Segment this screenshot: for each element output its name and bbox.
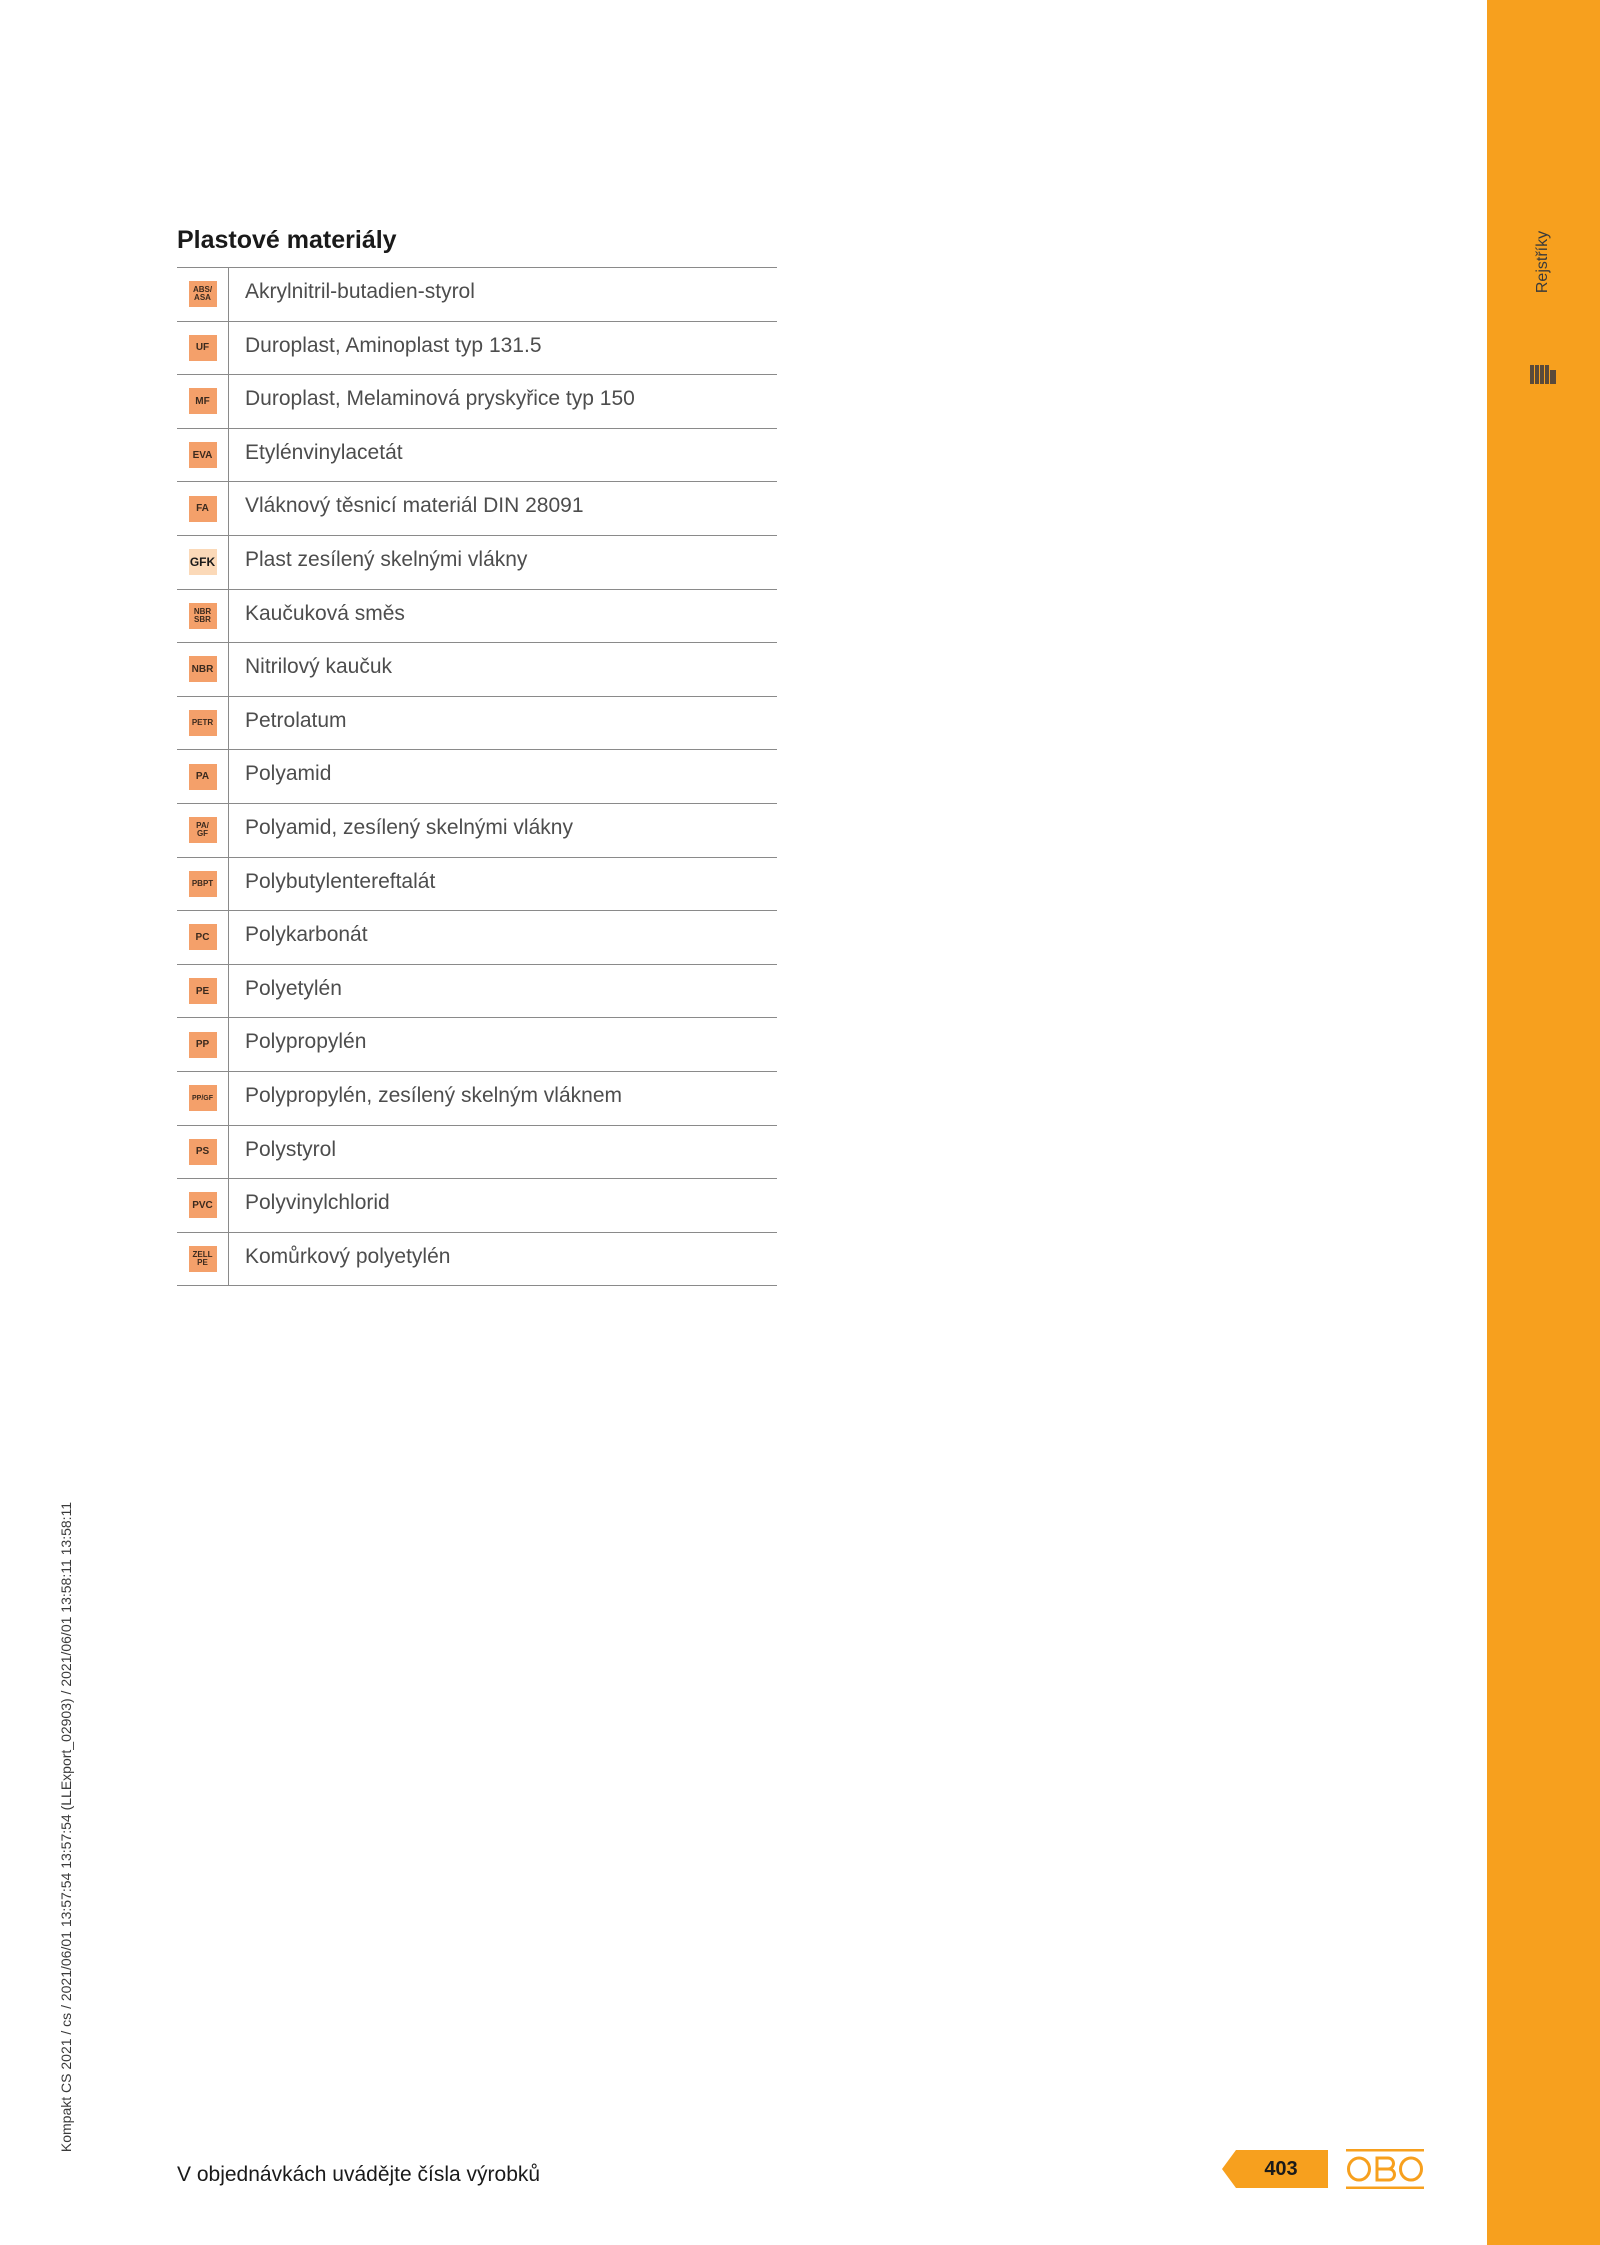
material-name: Duroplast, Melaminová pryskyřice typ 150 xyxy=(245,387,635,411)
material-code-badge: PETR xyxy=(189,710,217,736)
material-code-cell xyxy=(177,911,229,964)
material-row xyxy=(177,322,777,376)
material-row xyxy=(177,268,777,322)
material-code-badge: GFK xyxy=(189,549,217,575)
material-row xyxy=(177,697,777,751)
material-code-cell xyxy=(177,268,229,321)
material-row xyxy=(177,1233,777,1287)
material-code-badge: ZELL PE xyxy=(189,1246,217,1272)
print-metadata: Kompakt CS 2021 / cs / 2021/06/01 13:57:54 13:57:54 (LLExport_02903) / 2021/06/01 13:58:11 13:58:11 xyxy=(58,1501,74,2153)
order-note: V objednávkách uvádějte čísla výrobků xyxy=(177,2163,541,2186)
material-name: Polyamid xyxy=(245,762,332,786)
material-code-cell xyxy=(177,1179,229,1232)
material-code-cell xyxy=(177,1018,229,1071)
obo-logo xyxy=(1346,2149,1424,2189)
material-code-badge: PP/GF xyxy=(189,1085,217,1111)
material-code-badge: FA xyxy=(189,496,217,522)
material-code-badge: NBR xyxy=(189,656,217,682)
material-name: Komůrkový polyetylén xyxy=(245,1244,451,1268)
material-name: Polybutylentereftalát xyxy=(245,869,436,893)
material-code-cell xyxy=(177,1233,229,1286)
material-name: Petrolatum xyxy=(245,708,347,732)
material-name: Polyvinylchlorid xyxy=(245,1191,390,1215)
material-code-badge: NBR SBR xyxy=(189,603,217,629)
material-row xyxy=(177,965,777,1019)
material-code-cell xyxy=(177,536,229,589)
material-code-badge: PE xyxy=(189,978,217,1004)
material-row xyxy=(177,429,777,483)
page-number-tab xyxy=(1222,2150,1328,2188)
material-name: Duroplast, Aminoplast typ 131.5 xyxy=(245,333,542,357)
page-number: 403 xyxy=(1264,2157,1298,2180)
material-code-cell xyxy=(177,429,229,482)
material-name: Nitrilový kaučuk xyxy=(245,655,393,679)
material-name: Polyamid, zesílený skelnými vlákny xyxy=(245,815,573,839)
material-code-cell xyxy=(177,482,229,535)
material-row xyxy=(177,911,777,965)
material-code-badge: PA/ GF xyxy=(189,817,217,843)
material-row xyxy=(177,804,777,858)
material-row xyxy=(177,375,777,429)
material-code-cell xyxy=(177,858,229,911)
material-code-cell xyxy=(177,375,229,428)
material-code-cell xyxy=(177,590,229,643)
sidebar-section-label[interactable]: Rejstříky xyxy=(1534,230,1551,294)
index-icon xyxy=(1530,362,1556,384)
material-name: Polypropylén, zesílený skelným vláknem xyxy=(245,1083,622,1107)
material-code-badge: PVC xyxy=(189,1192,217,1218)
material-name: Akrylnitril-butadien-styrol xyxy=(245,280,475,303)
material-code-badge: PS xyxy=(189,1139,217,1165)
material-code-cell xyxy=(177,643,229,696)
material-code-badge: ABS/ ASA xyxy=(189,281,217,307)
material-row xyxy=(177,590,777,644)
material-row xyxy=(177,643,777,697)
material-name: Polyetylén xyxy=(245,976,342,1000)
materials-table xyxy=(177,267,777,1286)
material-row xyxy=(177,482,777,536)
material-row xyxy=(177,1126,777,1180)
material-code-badge: PP xyxy=(189,1032,217,1058)
material-code-cell xyxy=(177,1072,229,1125)
material-code-badge: PBPT xyxy=(189,871,217,897)
material-name: Plast zesílený skelnými vlákny xyxy=(245,547,528,571)
material-row xyxy=(177,750,777,804)
material-code-badge: PA xyxy=(189,764,217,790)
material-code-cell xyxy=(177,322,229,375)
material-code-badge: PC xyxy=(189,924,217,950)
material-name: Kaučuková směs xyxy=(245,601,405,625)
material-name: Vláknový těsnicí materiál DIN 28091 xyxy=(245,494,584,518)
material-name: Etylénvinylacetát xyxy=(245,440,403,464)
material-row xyxy=(177,1179,777,1233)
material-code-cell xyxy=(177,1126,229,1179)
material-name: Polykarbonát xyxy=(245,923,368,947)
index-sidebar xyxy=(1487,0,1600,2245)
material-name: Polypropylén xyxy=(245,1030,367,1054)
section-title: Plastové materiály xyxy=(177,226,397,254)
material-code-cell xyxy=(177,697,229,750)
material-row xyxy=(177,1072,777,1126)
material-row xyxy=(177,536,777,590)
material-code-badge: UF xyxy=(189,335,217,361)
material-code-cell xyxy=(177,965,229,1018)
material-name: Polystyrol xyxy=(245,1137,337,1161)
material-code-badge: EVA xyxy=(189,442,217,468)
material-row xyxy=(177,1018,777,1072)
material-row xyxy=(177,858,777,912)
material-code-badge: MF xyxy=(189,388,217,414)
material-code-cell xyxy=(177,804,229,857)
material-code-cell xyxy=(177,750,229,803)
